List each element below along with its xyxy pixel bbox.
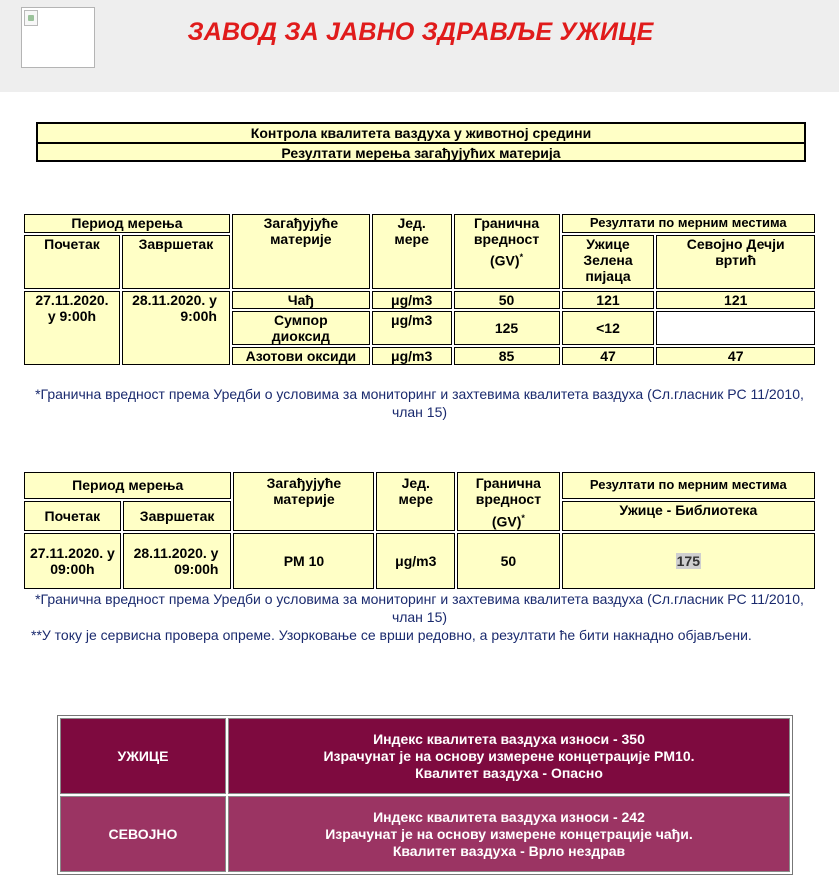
- aqi-city: СЕВОЈНО: [60, 796, 226, 872]
- pollutant-cell: Азотови оксиди: [232, 347, 370, 365]
- period-end: 28.11.2020. у 09:00h: [123, 533, 232, 589]
- section-title: Контрола квалитета ваздуха у животној средини: [38, 124, 804, 142]
- pollutant-cell: Чађ: [232, 291, 370, 309]
- measurement-table-1: [22, 212, 817, 367]
- header-limit-label: Гранична вредност: [475, 475, 542, 507]
- header-limit-label: Гранична вредност: [473, 215, 540, 247]
- header-end: Завршетак: [122, 235, 230, 289]
- limit-cell: 50: [454, 291, 560, 309]
- period-start: 27.11.2020. у 09:00h: [24, 533, 121, 589]
- page-header: [0, 0, 839, 92]
- limit-cell: 85: [454, 347, 560, 365]
- unit-cell: μg/m3: [376, 533, 455, 589]
- header-site-biblioteka: Ужице - Библиотека: [562, 501, 815, 531]
- footnote-limit: *Гранична вредност према Уредби о условима за мониторинг и захтевима квалитета ваздуха (Сл.гласник РС 11/2010, члан 15): [35, 591, 804, 625]
- result-uzice: <12: [562, 311, 655, 345]
- header-results: Резултати по мерним местима: [562, 472, 815, 499]
- limit-footnote-mark: *: [521, 513, 525, 523]
- footnote-service: **У току је сервисна провера опреме. Узорковање се врши редовно, а резултати ће бити накнадно објављени.: [31, 627, 752, 643]
- aqi-quality: Квалитет ваздуха - Опасно: [415, 764, 603, 781]
- pollutant-cell: PM 10: [233, 533, 374, 589]
- header-limit: [457, 472, 559, 531]
- limit-cell: 50: [457, 533, 559, 589]
- air-quality-index-table: [57, 715, 793, 875]
- header-start: Почетак: [24, 501, 121, 531]
- header-unit: Јед. мере: [372, 214, 452, 289]
- result-sevojno: 121: [656, 291, 815, 309]
- header-period: Период мерења: [24, 472, 231, 499]
- pollutant-cell: Сумпор диоксид: [232, 311, 370, 345]
- header-period: Период мерења: [24, 214, 230, 233]
- header-start: Почетак: [24, 235, 120, 289]
- header-limit-gv-text: (GV): [490, 252, 520, 269]
- limit-footnote-mark: *: [519, 252, 524, 262]
- aqi-city: УЖИЦЕ: [60, 718, 226, 794]
- header-pollutant: Загађујуће материје: [233, 472, 374, 531]
- aqi-index: Индекс квалитета ваздуха износи - 350: [373, 730, 645, 747]
- unit-cell: μg/m3: [372, 311, 452, 345]
- aqi-index: Индекс квалитета ваздуха износи - 242: [373, 808, 645, 825]
- measurement-table-2: [22, 470, 817, 591]
- aqi-details: [228, 718, 790, 794]
- header-unit: Јед. мере: [376, 472, 455, 531]
- aqi-basis: Израчунат је на основу измерене концетрације PM10.: [323, 747, 695, 764]
- header-site-uzice: Ужице Зелена пијаца: [562, 235, 655, 289]
- period-end: 28.11.2020. у 9:00h: [122, 291, 230, 365]
- header-results: Резултати по мерним местима: [562, 214, 815, 233]
- result-uzice: 47: [562, 347, 655, 365]
- section-subtitle: Резултати мерења загађујућих материја: [38, 142, 804, 160]
- footnote-limit: *Гранична вредност према Уредби о условима за мониторинг и захтевима квалитета ваздуха (Сл.гласник РС 11/2010, члан 15): [35, 386, 804, 420]
- header-limit-gv: [492, 510, 525, 530]
- aqi-basis: Израчунат је на основу измерене концетрације чађи.: [325, 825, 693, 842]
- result-uzice: 121: [562, 291, 655, 309]
- header-limit-gv-text: (GV): [491, 513, 522, 530]
- result-biblioteka: [562, 533, 815, 589]
- result-sevojno: [656, 311, 815, 345]
- period-start: 27.11.2020. у 9:00h: [24, 291, 120, 365]
- result-sevojno: 47: [656, 347, 815, 365]
- result-highlight: 175: [676, 552, 700, 569]
- aqi-quality: Квалитет ваздуха - Врло нездрав: [392, 842, 626, 859]
- header-pollutant: Загађујуће материје: [232, 214, 370, 289]
- section-title-box: [36, 122, 806, 162]
- header-site-sevojno: Севојно Дечји вртић: [656, 235, 815, 289]
- header-limit: [454, 214, 560, 289]
- header-end: Завршетак: [123, 501, 232, 531]
- site-title: ЗАВОД ЗА ЈАВНО ЗДРАВЉЕ УЖИЦЕ: [187, 18, 654, 46]
- header-limit-gv: [490, 249, 523, 269]
- unit-cell: μg/m3: [372, 347, 452, 365]
- unit-cell: μg/m3: [372, 291, 452, 309]
- aqi-details: [228, 796, 790, 872]
- limit-cell: 125: [454, 311, 560, 345]
